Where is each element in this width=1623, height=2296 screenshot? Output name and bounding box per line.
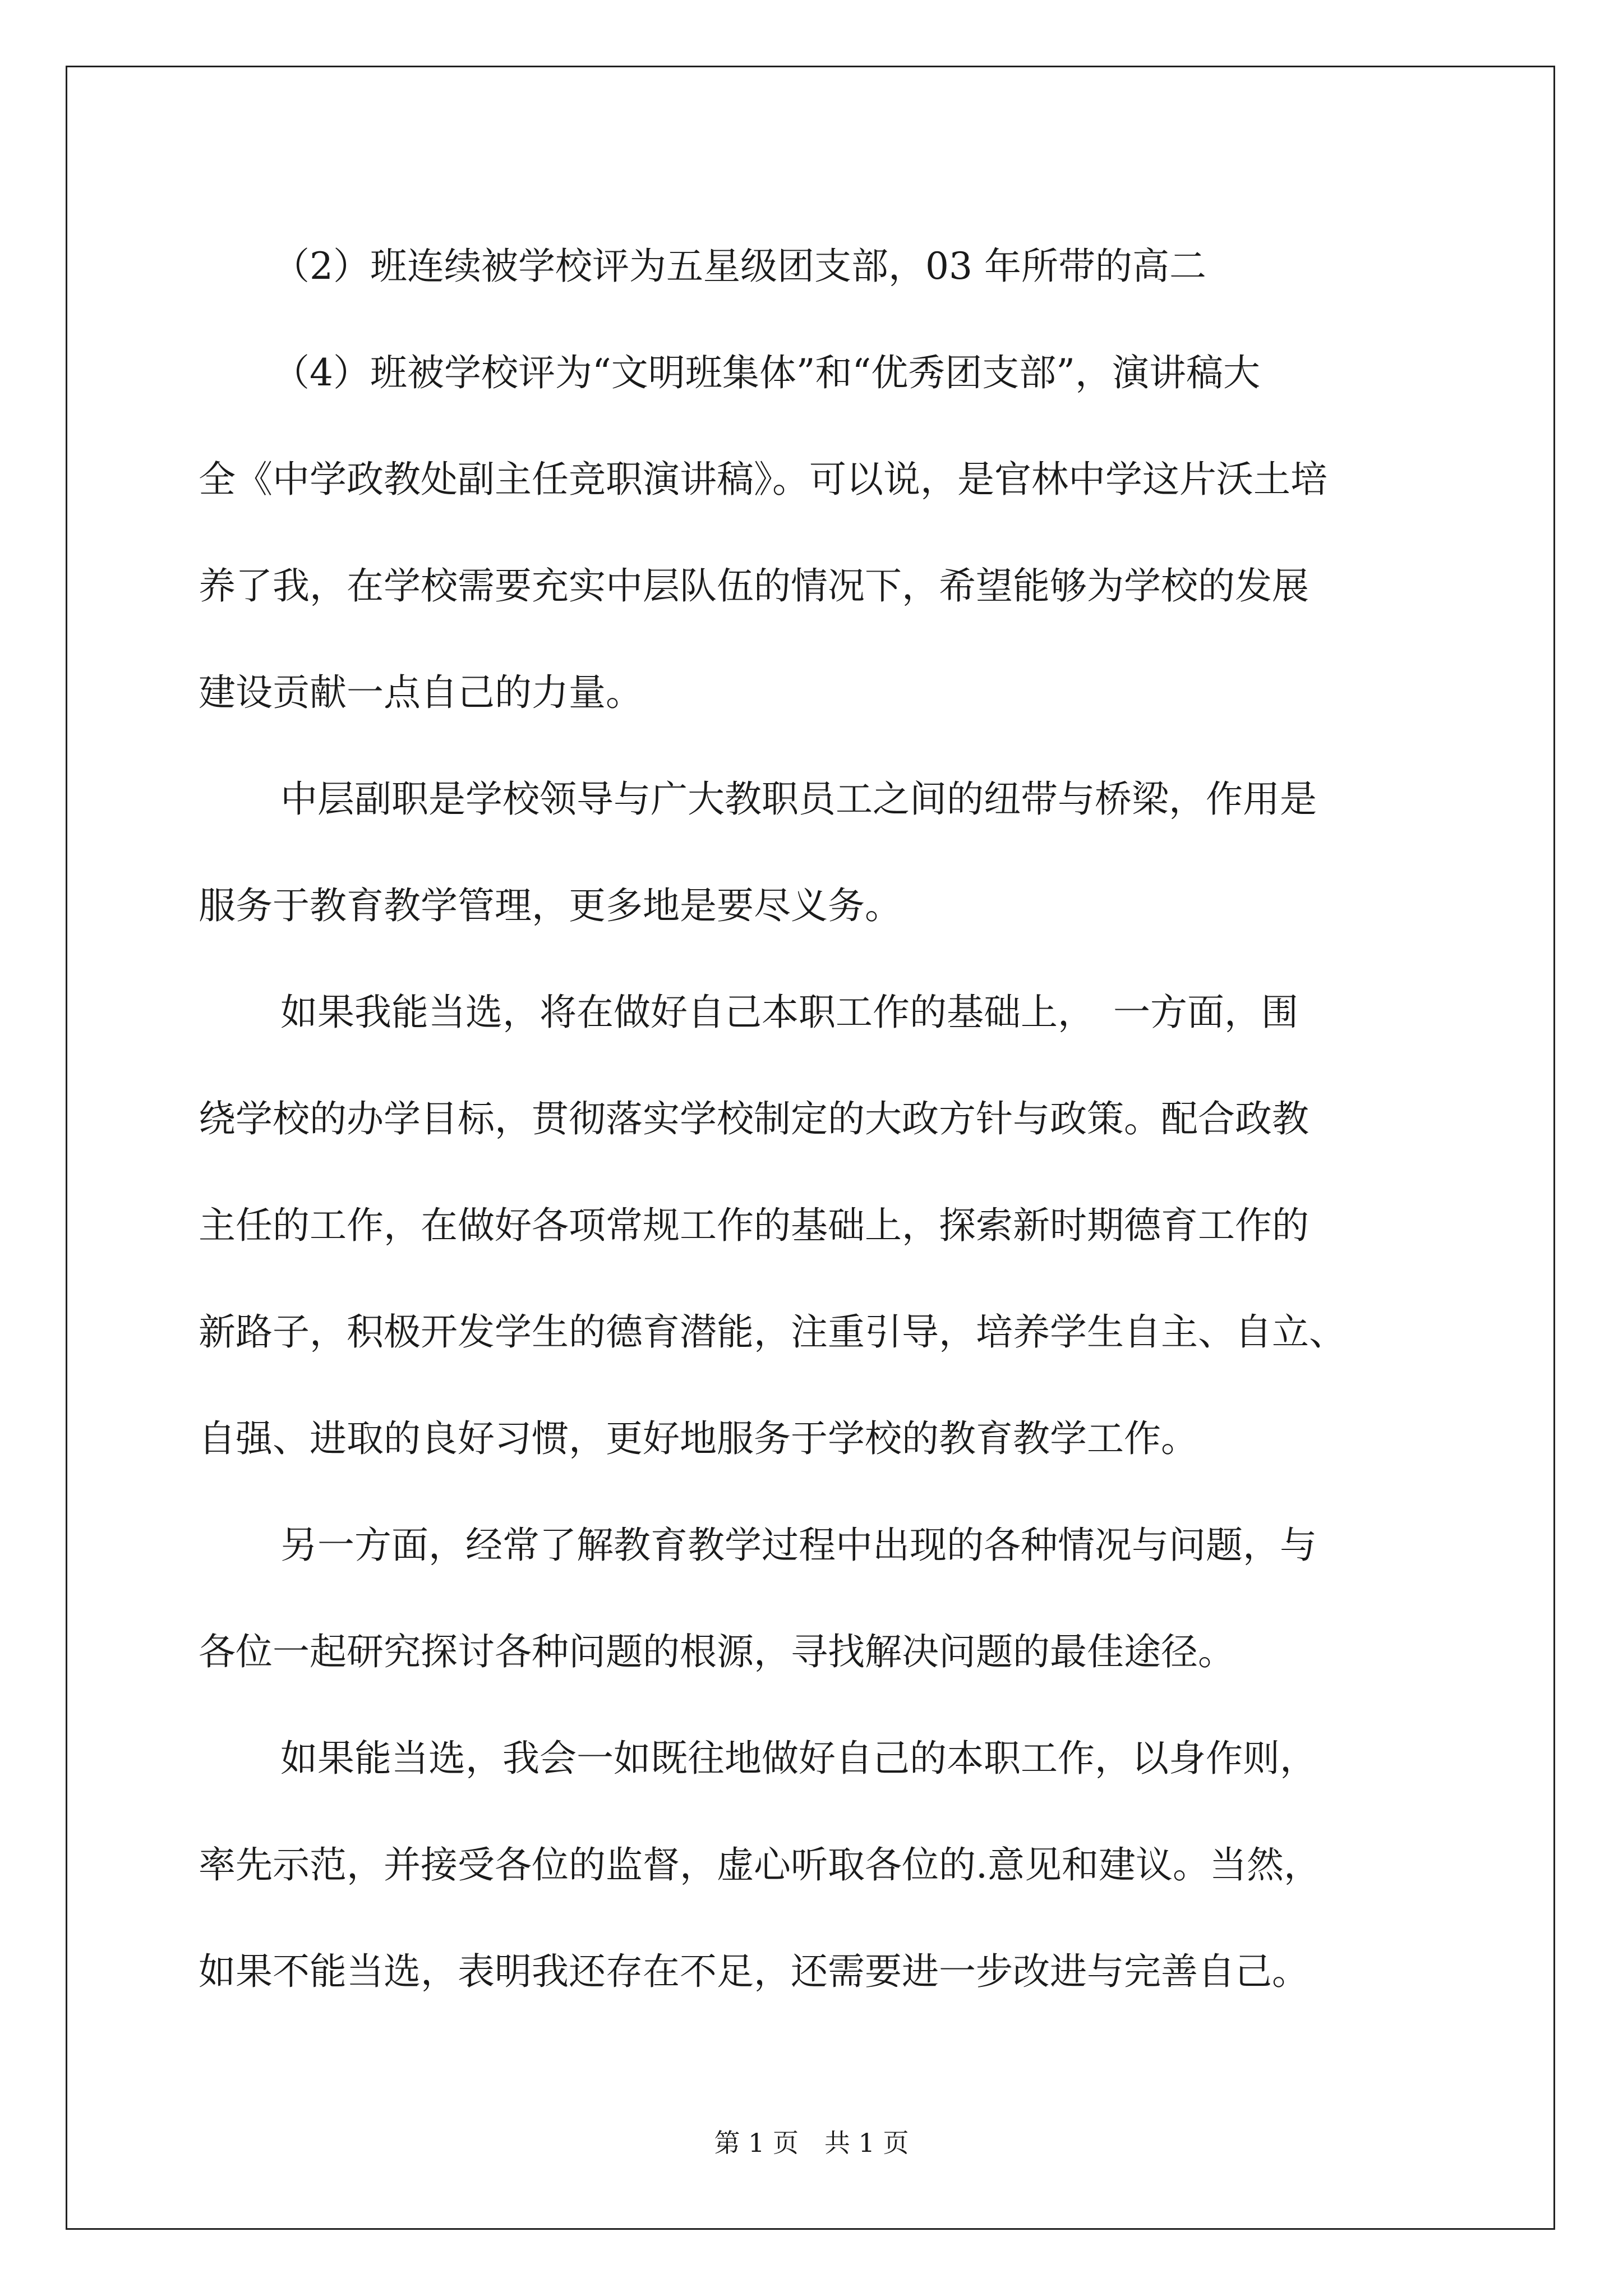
text-line: 如果不能当选，表明我还存在不足，还需要进一步改进与完善自己。: [199, 1950, 1309, 1993]
page-number: 第 1 页 共 1 页: [714, 2128, 909, 2158]
text-line: 绕学校的办学目标，贯彻落实学校制定的大政方针与政策。配合政教: [199, 1097, 1309, 1140]
text-line: 如果我能当选，将在做好自己本职工作的基础上， 一方面，围: [280, 991, 1298, 1034]
text-line: 率先示范，并接受各位的监督，虚心听取各位的.意见和建议。当然，: [199, 1843, 1321, 1887]
text-line: 自强、进取的良好习惯，更好地服务于学校的教育教学工作。: [199, 1417, 1198, 1460]
document-body: [199, 213, 1427, 2025]
paragraph-5: [199, 1705, 1427, 2025]
text-line: （4）班被学校评为“文明班集体”和“优秀团支部”，演讲稿大: [273, 351, 1260, 394]
text-line: 新路子，积极开发学生的德育潜能，注重引导，培养学生自主、自立、: [199, 1310, 1346, 1354]
text-line: 各位一起研究探讨各种问题的根源，寻找解决问题的最佳途径。: [199, 1630, 1235, 1673]
text-line: 中层副职是学校领导与广大教职员工之间的纽带与桥梁，作用是: [280, 777, 1317, 821]
paragraph-4: [199, 1492, 1427, 1705]
text-line: 另一方面，经常了解教育教学过程中出现的各种情况与问题，与: [280, 1524, 1317, 1567]
text-line: 服务于教育教学管理，更多地是要尽义务。: [199, 884, 902, 927]
text-line: 如果能当选，我会一如既往地做好自己的本职工作，以身作则，: [280, 1737, 1317, 1780]
text-line: 全《中学政教处副主任竞职演讲稿》。可以说，是官林中学这片沃土培: [199, 458, 1327, 501]
text-line: 养了我，在学校需要充实中层队伍的情况下，希望能够为学校的发展: [199, 564, 1309, 608]
text-line: 建设贡献一点自己的力量。: [199, 671, 643, 714]
text-line: （2）班连续被学校评为五星级团支部，03 年所带的高二: [273, 245, 1206, 288]
text-line: 主任的工作，在做好各项常规工作的基础上，探索新时期德育工作的: [199, 1204, 1309, 1247]
paragraph-1: [199, 213, 1427, 746]
paragraph-3: [199, 959, 1427, 1492]
paragraph-2: [199, 746, 1427, 959]
